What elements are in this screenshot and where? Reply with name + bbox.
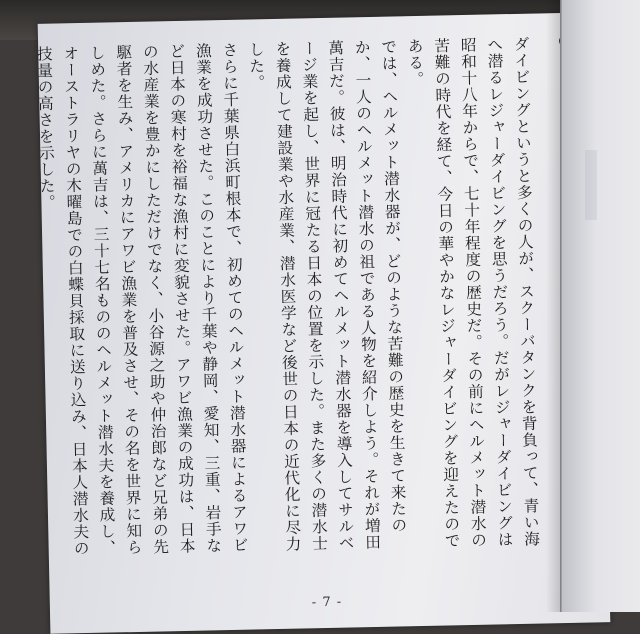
page-number: - 7 -	[311, 594, 343, 611]
paragraph: さらに千葉県白浜町根本で、初めてのヘルメット潜水器によるアワビ漁業を成功させた。このことにより千葉や静岡、愛知、三重、岩手など日本の寒村を裕福な漁村に変貌させた。アワビ漁業の成功は、日本の水産業を豊かにしただけでなく、小谷源之助や仲治郎など兄弟の先駆者を生み、アメリカにアワビ漁業を普及させ、その名を世界に知らしめた。さらに萬吉は、三十七名もののヘルメット潜水夫を養成し、オーストラリヤの木曜島での白蝶貝採取に送り込み、日本人潜水夫の技量の高さを示した。	[34, 41, 249, 557]
vertical-text-body	[34, 35, 589, 564]
facing-page-edge	[560, 0, 640, 612]
spine-shadow	[546, 0, 562, 612]
bleed-through-mark	[585, 150, 597, 220]
book-page	[34, 12, 611, 634]
paragraph: では、ヘルメット潜水器が、どのような苦難の歴史を生きて来たのか、一人のヘルメット潜水の祖である人物を紹介しよう。それが増田萬吉だ。彼は、明治時代に初めてヘルメット潜水器を導入してサルベージ業を起し、世界に冠たる日本の位置を示した。また多くの潜水士を養成して建設業や水産業、潜水医学など後世の日本の近代化に尽力した。	[246, 38, 408, 553]
paragraph: ダイビングというと多くの人が、スクーバタンクを背負って、青い海へ潜るレジャーダイビングを思うだろう。だがレジャーダイビングは昭和十八年からで、七十年程度の歴史だ。その前にヘルメット潜水の苦難の時代を経て、今日の華やかなレジャーダイビングを迎えたのである。	[405, 35, 541, 550]
